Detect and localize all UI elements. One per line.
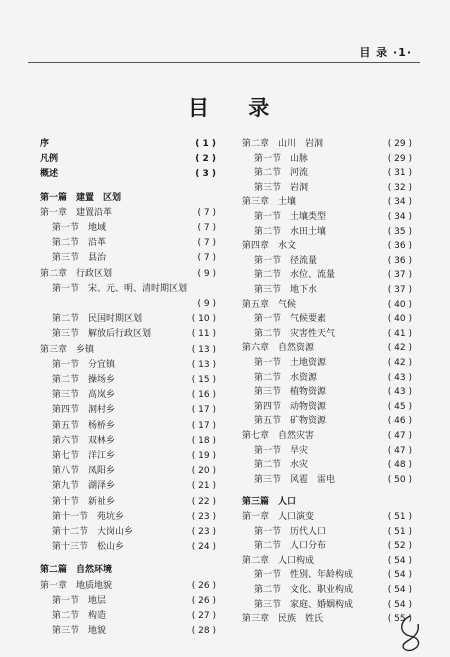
toc-entry-page: ( 35 ) [387, 226, 412, 237]
page-title: 目 录 [188, 95, 286, 120]
toc-entry-title: 第六节 双林乡 [52, 435, 116, 446]
toc-entry [242, 327, 412, 341]
toc-entry [40, 282, 216, 296]
toc-entry [40, 479, 216, 493]
toc-entry-page: ( 54 ) [387, 570, 412, 581]
toc-entry [40, 563, 216, 577]
toc-entry-title: 第一节 土壤类型 [254, 212, 327, 222]
toc-entry-page: ( 45 ) [387, 401, 412, 412]
toc-entry-title: 第六章 自然资源 [242, 343, 315, 354]
toc-entry [40, 267, 216, 281]
toc-entry-title: 第一节 宋、元、明、清时期区划 [52, 283, 188, 294]
toc-entry-title: 第二节 沿革 [52, 238, 107, 249]
toc-entry [242, 525, 412, 539]
toc-entry-title: 第二篇 自然环境 [40, 565, 113, 576]
toc-entry-page: ( 23 ) [191, 527, 216, 537]
toc-entry [40, 624, 216, 638]
toc-entry [242, 458, 412, 472]
toc-entry [242, 225, 412, 239]
toc-entry [242, 539, 412, 553]
toc-entry [242, 568, 412, 582]
toc-entry-title: 概述 [40, 169, 59, 180]
toc-entry-title: 第三章 乡镇 [40, 344, 95, 355]
toc-entry-page: ( 22 ) [191, 496, 216, 507]
toc-entry-title: 第五章 气候 [242, 299, 297, 310]
toc-entry [242, 371, 412, 385]
running-header: 目 录 ·1· [359, 46, 412, 59]
toc-entry [242, 239, 412, 253]
toc-entry-title: 第三节 风雹 雷电 [254, 474, 336, 485]
header-rule [28, 62, 420, 63]
toc-entry-page: ( 51 ) [387, 526, 412, 537]
toc-entry-title: 第二节 民国时期区划 [52, 314, 143, 325]
toc-entry-title: 第三篇 人口 [242, 497, 297, 508]
toc-entry-page: ( 13 ) [191, 359, 216, 370]
toc-entry-page: ( 29 ) [387, 153, 412, 164]
toc-entry [40, 191, 216, 205]
toc-entry [40, 609, 216, 623]
toc-entry [242, 598, 412, 612]
toc-entry-title: 第一章 建置沿革 [40, 207, 113, 218]
toc-entry [242, 583, 412, 597]
toc-entry-page: ( 37 ) [387, 270, 412, 281]
toc-entry-title: 第十三节 松山乡 [52, 542, 125, 553]
toc-entry [242, 444, 412, 458]
toc-entry-page: ( 21 ) [191, 481, 216, 492]
toc-entry [40, 137, 216, 151]
toc-entry-page: ( 7 ) [197, 238, 216, 249]
toc-entry-title: 第三节 地下水 [254, 285, 318, 295]
toc-entry [242, 210, 412, 224]
toc-entry [242, 473, 412, 487]
toc-entry [40, 449, 216, 463]
toc-entry-page: ( 28 ) [191, 626, 216, 637]
toc-entry [242, 283, 412, 297]
toc-entry [40, 388, 216, 402]
toc-entry-title: 第二节 水位、流量 [254, 270, 336, 281]
toc-entry-title: 第一章 地质地貌 [40, 580, 113, 591]
toc-entry [242, 385, 412, 399]
toc-entry [40, 434, 216, 448]
toc-entry-title: 第四节 动物资源 [254, 401, 327, 412]
toc-entry-page: ( 47 ) [387, 445, 412, 456]
toc-entry-title: 第十一节 苑坑乡 [52, 511, 125, 522]
toc-entry-page: ( 47 ) [387, 431, 412, 441]
toc-entry [242, 152, 412, 166]
toc-entry-title: 第一节 分宜镇 [52, 359, 116, 370]
toc-entry-title: 第一章 人口演变 [242, 512, 315, 522]
toc-entry [40, 167, 216, 181]
toc-entry-page: ( 43 ) [387, 372, 412, 383]
toc-entry-title: 第一节 气候要素 [254, 314, 327, 325]
toc-entry-page: ( 3 ) [195, 169, 216, 180]
toc-entry [40, 251, 216, 265]
toc-entry-page: ( 24 ) [191, 542, 216, 553]
toc-entry-page: ( 42 ) [387, 343, 412, 354]
toc-entry-page: ( 46 ) [387, 416, 412, 427]
toc-entry [242, 356, 412, 370]
toc-entry-title: 第二章 山川 岩洞 [242, 139, 324, 149]
toc-entry [242, 312, 412, 326]
toc-entry [40, 327, 216, 341]
toc-entry-title: 第三节 高岚乡 [52, 390, 116, 401]
toc-entry [40, 358, 216, 372]
toc-entry-page: ( 9 ) [197, 299, 216, 309]
toc-entry-title: 第一节 地层 [52, 595, 107, 606]
toc-entry-title: 第二节 构造 [52, 611, 107, 621]
toc-entry-page: ( 27 ) [191, 611, 216, 621]
toc-entry-page: ( 37 ) [387, 285, 412, 295]
toc-entry-page: ( 54 ) [387, 585, 412, 595]
toc-entry-page: ( 32 ) [387, 182, 412, 193]
toc-entry-page: ( 36 ) [387, 241, 412, 252]
toc-entry-page: ( 41 ) [387, 328, 412, 339]
toc-entry-title: 第四章 水文 [242, 241, 297, 252]
toc-entry-title: 第二节 水田土壤 [254, 226, 327, 237]
toc-entry [242, 414, 412, 428]
toc-entry [242, 510, 412, 524]
toc-entry-title: 第一节 旱灾 [254, 445, 309, 456]
toc-entry-title: 第二章 人口构成 [242, 555, 315, 566]
toc-entry-page: ( 13 ) [191, 344, 216, 355]
toc-entry-title: 第二章 行政区划 [40, 268, 113, 279]
toc-entry-title: 第三章 土壤 [242, 197, 297, 208]
toc-entry-page: ( 40 ) [387, 299, 412, 310]
toc-entry [242, 429, 412, 443]
toc-entry-title: 序 [40, 139, 50, 149]
toc-entry-page: ( 11 ) [191, 329, 216, 340]
toc-entry-title: 第七章 自然灾害 [242, 431, 315, 441]
toc-entry-page: ( 9 ) [197, 268, 216, 279]
toc-entry-page: ( 29 ) [387, 139, 412, 149]
toc-entry-page: ( 26 ) [191, 580, 216, 591]
toc-entry-title: 第三节 家庭、婚姻构成 [254, 599, 354, 610]
toc-entry [242, 254, 412, 268]
toc-entry-page: ( 18 ) [191, 435, 216, 446]
toc-entry-page: ( 34 ) [387, 212, 412, 222]
toc-entry-title: 第二节 灾害性天气 [254, 328, 336, 339]
toc-entry-title: 第一节 历代人口 [254, 526, 327, 537]
toc-entry-title: 第五节 杨桥乡 [52, 420, 116, 431]
toc-entry-page: ( 7 ) [197, 223, 216, 233]
toc-entry-title: 第三节 植物资源 [254, 387, 327, 398]
toc-entry-page: ( 52 ) [387, 541, 412, 552]
toc-entry [40, 525, 216, 539]
toc-entry-page: ( 36 ) [387, 255, 412, 266]
toc-entry-title: 第二节 水灾 [254, 460, 309, 471]
toc-entry-title: 第三节 地貌 [52, 626, 107, 637]
toc-entry [242, 137, 412, 151]
toc-entry-title: 第九节 湖泽乡 [52, 481, 116, 492]
toc-entry [242, 298, 412, 312]
handwritten-mark [392, 612, 432, 652]
toc-entry [40, 152, 216, 166]
toc-entry [242, 495, 412, 509]
toc-entry-title: 第一节 山脉 [254, 153, 309, 164]
toc-entry-page: ( 7 ) [197, 253, 216, 264]
toc-entry-title: 第七节 洋江乡 [52, 451, 116, 461]
toc-entry-title: 第二节 文化、职业构成 [254, 585, 354, 595]
toc-entry [242, 181, 412, 195]
toc-entry-page: ( 31 ) [387, 168, 412, 179]
toc-entry-page: ( 54 ) [387, 599, 412, 610]
toc-entry [242, 166, 412, 180]
toc-entry-page: ( 55 ) [387, 614, 412, 625]
toc-entry-title: 凡例 [40, 154, 59, 165]
toc-entry-page: ( 23 ) [191, 511, 216, 522]
toc-entry-page: ( 50 ) [387, 474, 412, 485]
toc-entry [40, 312, 216, 326]
toc-entry [40, 373, 216, 387]
toc-entry-page: ( 48 ) [387, 460, 412, 471]
toc-entry [40, 510, 216, 524]
toc-entry-title: 第二节 操场乡 [52, 375, 116, 385]
toc-entry-page: ( 51 ) [387, 512, 412, 522]
toc-entry [40, 403, 216, 417]
toc-entry [242, 612, 412, 626]
toc-entry [40, 464, 216, 478]
toc-entry-title: 第八节 凤阳乡 [52, 466, 116, 477]
toc-entry [40, 343, 216, 357]
toc-entry-title: 第三节 岩洞 [254, 182, 309, 193]
toc-entry-title: 第三节 县治 [52, 253, 107, 264]
toc-entry-page: ( 19 ) [191, 451, 216, 461]
toc-entry-title: 第三节 解放后行政区划 [52, 329, 152, 340]
toc-entry-title: 第二节 人口分布 [254, 541, 327, 552]
toc-entry-title: 第一节 地域 [52, 223, 107, 233]
toc-entry-page: ( 1 ) [195, 139, 216, 149]
toc-entry [40, 236, 216, 250]
toc-entry [40, 206, 216, 220]
toc-entry [40, 540, 216, 554]
toc-entry-title: 第五节 矿物资源 [254, 416, 327, 427]
toc-entry [40, 297, 216, 311]
toc-entry-page: ( 20 ) [191, 466, 216, 477]
toc-entry-title: 第一节 性别、年龄构成 [254, 570, 354, 581]
toc-entry-title: 第一篇 建置 区划 [40, 192, 122, 203]
toc-entry-title: 第一节 土地资源 [254, 358, 327, 368]
toc-entry-title: 第十节 新祉乡 [52, 496, 116, 507]
toc-entry-page: ( 7 ) [197, 207, 216, 218]
toc-entry-page: ( 16 ) [191, 390, 216, 401]
toc-entry [242, 268, 412, 282]
toc-entry [242, 341, 412, 355]
toc-entry-page: ( 2 ) [195, 154, 216, 165]
toc-entry-title: 第二节 水资源 [254, 372, 318, 383]
toc-entry-page: ( 43 ) [387, 387, 412, 398]
toc-entry-page: ( 34 ) [387, 197, 412, 208]
toc-entry-page: ( 17 ) [191, 420, 216, 431]
toc-entry [242, 195, 412, 209]
toc-entry-page: ( 15 ) [191, 375, 216, 385]
toc-entry-title: 第十二节 大岗山乡 [52, 527, 134, 537]
toc-entry [40, 579, 216, 593]
toc-entry [40, 221, 216, 235]
toc-entry-page: ( 40 ) [387, 314, 412, 325]
toc-entry [40, 594, 216, 608]
toc-entry-page: ( 17 ) [191, 405, 216, 416]
toc-entry-title: 第三章 民族 姓氏 [242, 614, 324, 625]
toc-entry [242, 400, 412, 414]
toc-entry-page: ( 10 ) [191, 314, 216, 325]
toc-entry [242, 554, 412, 568]
toc-entry-title: 第一节 径流量 [254, 255, 318, 266]
toc-entry-page: ( 42 ) [387, 358, 412, 368]
toc-entry [40, 495, 216, 509]
toc-entry-page: ( 54 ) [387, 555, 412, 566]
toc-entry-title: 第二节 河流 [254, 168, 309, 179]
toc-entry-title: 第四节 洞村乡 [52, 405, 116, 416]
toc-entry-page: ( 26 ) [191, 595, 216, 606]
toc-entry [40, 419, 216, 433]
